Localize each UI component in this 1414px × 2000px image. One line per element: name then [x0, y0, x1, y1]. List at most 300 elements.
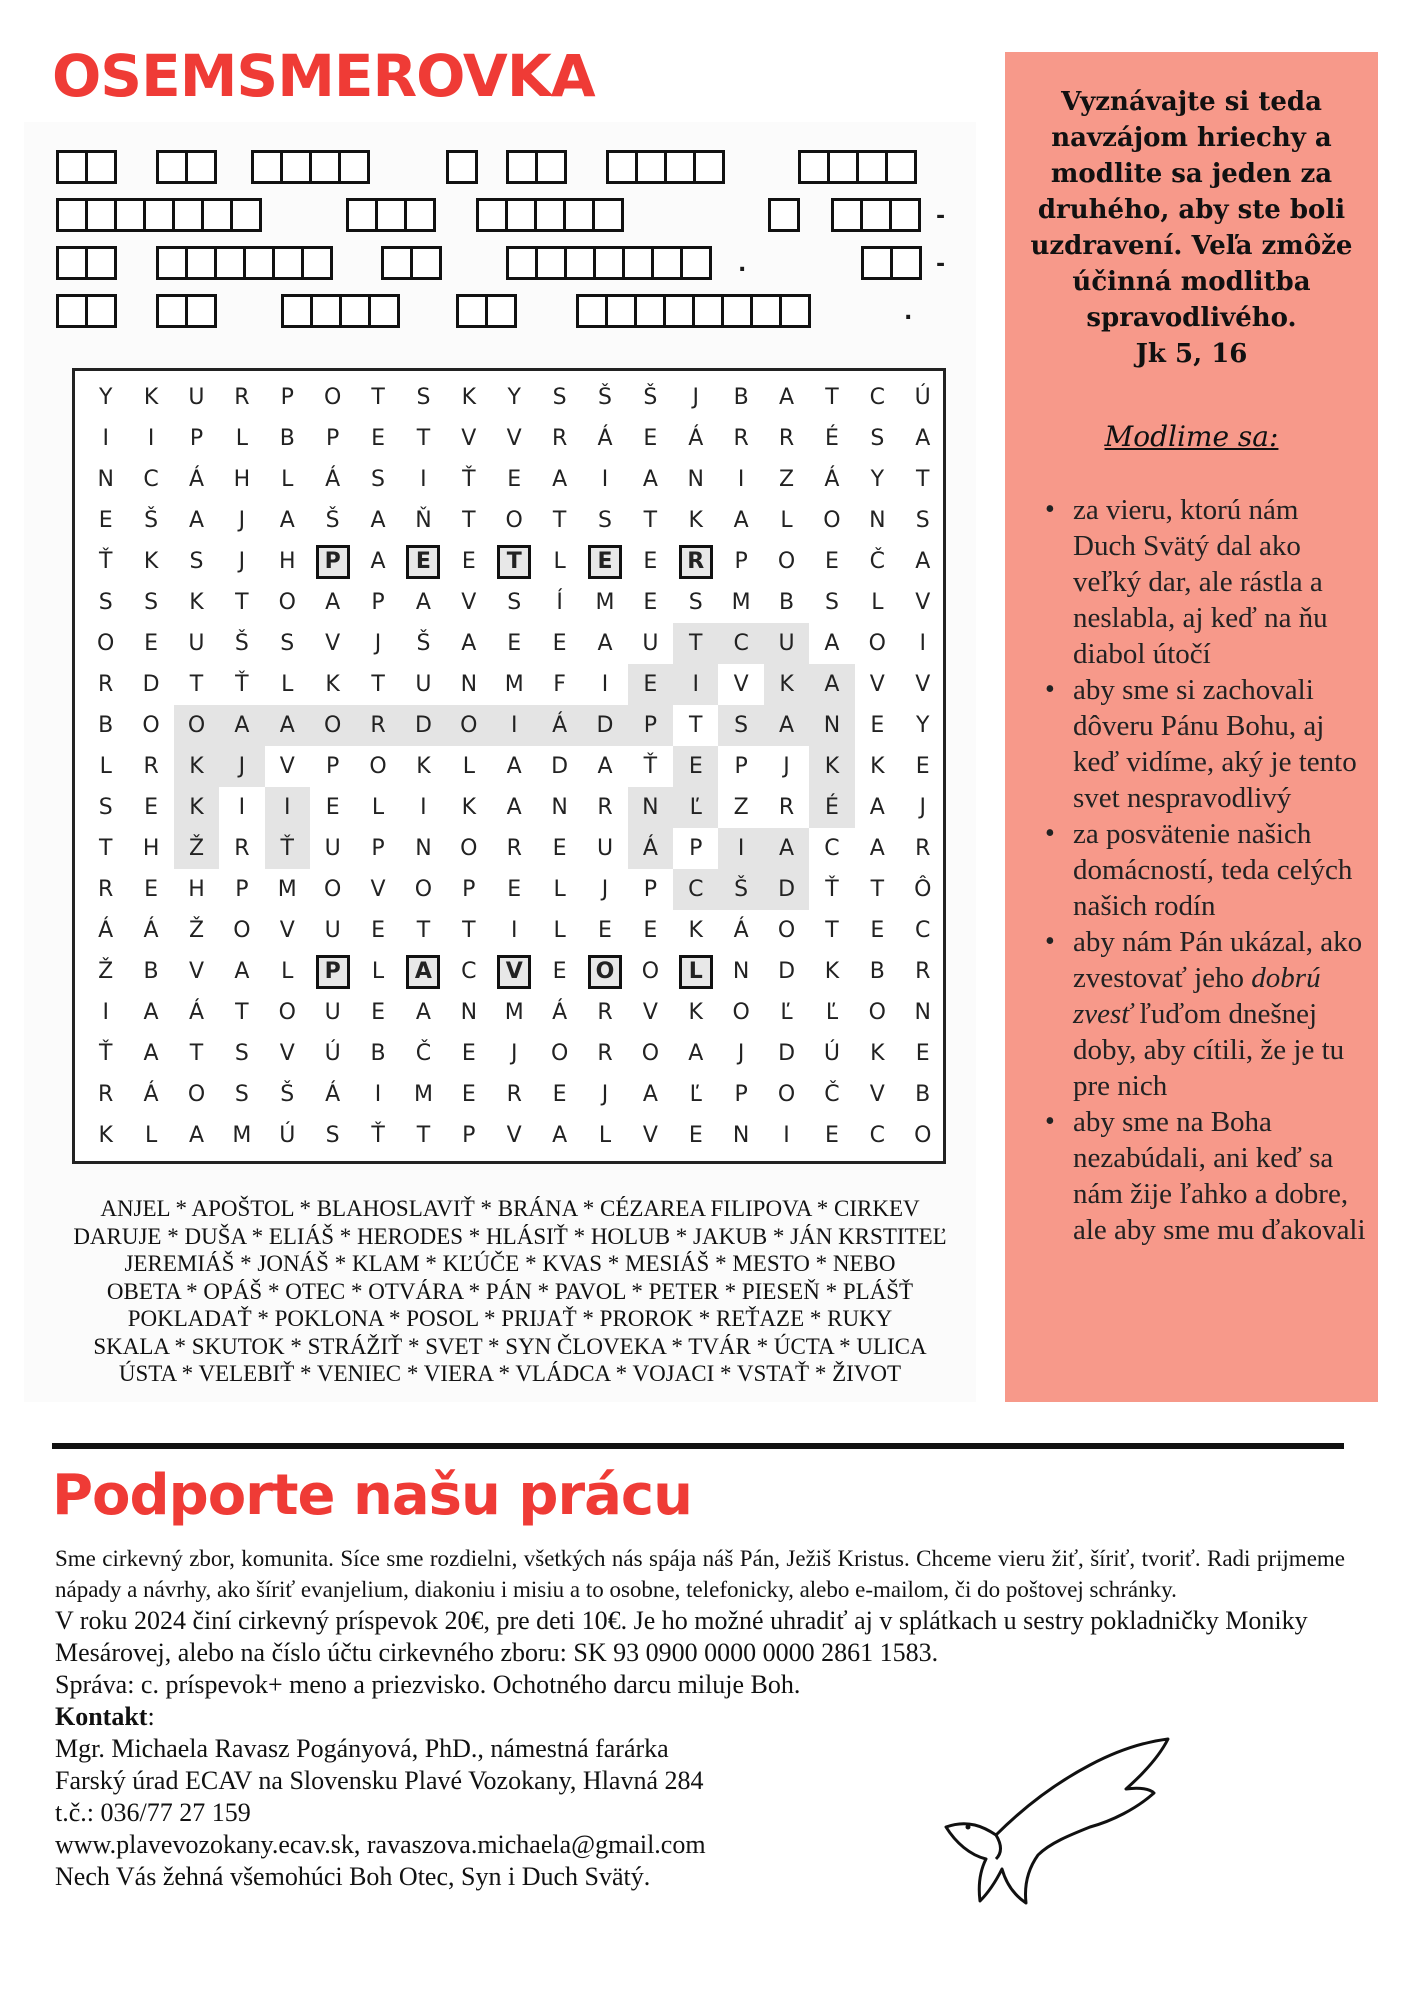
- grid-letter[interactable]: A: [415, 1000, 431, 1025]
- answer-cell[interactable]: [860, 198, 892, 232]
- grid-letter[interactable]: É: [824, 426, 839, 451]
- grid-letter[interactable]: R: [234, 836, 250, 861]
- grid-letter[interactable]: R: [506, 1082, 522, 1107]
- grid-letter[interactable]: O: [582, 951, 627, 992]
- grid-letter[interactable]: Á: [552, 1000, 568, 1025]
- grid-letter[interactable]: Č: [415, 1041, 432, 1066]
- grid-letter[interactable]: D: [582, 705, 627, 746]
- grid-letter[interactable]: Ú: [823, 1041, 840, 1066]
- grid-letter[interactable]: D: [764, 869, 809, 910]
- grid-letter[interactable]: Ť: [643, 754, 658, 779]
- grid-letter[interactable]: K: [416, 754, 431, 779]
- grid-letter[interactable]: U: [324, 918, 341, 943]
- grid-letter[interactable]: R: [597, 1041, 613, 1066]
- grid-letter[interactable]: S: [144, 590, 159, 615]
- grid-letter[interactable]: Á: [733, 918, 749, 943]
- grid-letter[interactable]: Š: [234, 631, 249, 656]
- grid-letter[interactable]: B: [98, 713, 114, 738]
- grid-letter[interactable]: N: [551, 795, 568, 820]
- grid-letter[interactable]: K: [174, 746, 219, 787]
- grid-letter[interactable]: F: [553, 672, 566, 697]
- answer-cell[interactable]: [56, 294, 88, 328]
- grid-letter[interactable]: K: [764, 664, 809, 705]
- answer-cell[interactable]: [692, 294, 724, 328]
- answer-cell[interactable]: [114, 198, 146, 232]
- grid-letter[interactable]: L: [371, 795, 385, 820]
- grid-letter[interactable]: E: [870, 713, 885, 738]
- grid-letter[interactable]: P: [689, 836, 703, 861]
- grid-letter[interactable]: S: [325, 1123, 340, 1148]
- grid-letter[interactable]: Ô: [914, 877, 932, 902]
- grid-letter[interactable]: J: [919, 795, 926, 820]
- grid-letter[interactable]: M: [277, 877, 297, 902]
- grid-letter[interactable]: Á: [628, 828, 673, 869]
- grid-letter[interactable]: U: [324, 1000, 341, 1025]
- answer-cell[interactable]: [156, 150, 188, 184]
- answer-cell[interactable]: [410, 246, 442, 280]
- grid-letter[interactable]: Š: [598, 385, 612, 410]
- grid-letter[interactable]: T: [98, 836, 113, 861]
- grid-letter[interactable]: A: [915, 426, 931, 451]
- grid-letter[interactable]: T: [416, 426, 431, 451]
- grid-letter[interactable]: M: [595, 590, 615, 615]
- answer-cell[interactable]: [506, 246, 538, 280]
- grid-letter[interactable]: S: [371, 467, 386, 492]
- grid-letter[interactable]: S: [718, 705, 763, 746]
- grid-letter[interactable]: O: [233, 918, 251, 943]
- grid-letter[interactable]: T: [462, 508, 476, 533]
- grid-letter[interactable]: S: [234, 1082, 249, 1107]
- grid-letter[interactable]: E: [688, 1123, 703, 1148]
- grid-letter[interactable]: C: [869, 385, 886, 410]
- answer-cell[interactable]: [693, 150, 725, 184]
- grid-letter[interactable]: R: [915, 836, 931, 861]
- answer-cell[interactable]: [156, 246, 188, 280]
- grid-letter[interactable]: R: [355, 705, 400, 746]
- grid-letter[interactable]: V: [188, 959, 204, 984]
- grid-letter[interactable]: E: [371, 918, 385, 943]
- grid-letter[interactable]: E: [507, 467, 522, 492]
- grid-letter[interactable]: N: [732, 959, 750, 984]
- answer-cell[interactable]: [85, 198, 117, 232]
- answer-cell[interactable]: [664, 150, 696, 184]
- grid-letter[interactable]: K: [824, 959, 840, 984]
- grid-letter[interactable]: P: [189, 426, 204, 451]
- grid-letter[interactable]: E: [461, 1041, 476, 1066]
- grid-letter[interactable]: V: [915, 590, 931, 615]
- grid-letter[interactable]: H: [188, 877, 205, 902]
- grid-letter[interactable]: E: [507, 877, 522, 902]
- grid-letter[interactable]: Y: [916, 713, 930, 738]
- grid-letter[interactable]: Č: [869, 549, 886, 574]
- grid-letter[interactable]: S: [98, 590, 113, 615]
- grid-letter[interactable]: E: [401, 541, 446, 582]
- answer-cell[interactable]: [185, 246, 217, 280]
- grid-letter[interactable]: O: [505, 508, 523, 533]
- grid-letter[interactable]: R: [551, 426, 568, 451]
- answer-cell[interactable]: [272, 246, 304, 280]
- answer-cell[interactable]: [85, 294, 117, 328]
- grid-letter[interactable]: Á: [537, 705, 582, 746]
- answer-cell[interactable]: [634, 294, 666, 328]
- grid-letter[interactable]: S: [915, 508, 930, 533]
- grid-letter[interactable]: E: [628, 664, 673, 705]
- grid-letter[interactable]: I: [265, 787, 310, 828]
- answer-cell[interactable]: [172, 198, 204, 232]
- grid-letter[interactable]: I: [102, 426, 109, 451]
- grid-letter[interactable]: K: [189, 590, 204, 615]
- grid-letter[interactable]: B: [779, 590, 795, 615]
- grid-letter[interactable]: T: [643, 508, 658, 533]
- grid-letter[interactable]: L: [144, 1123, 158, 1148]
- grid-letter[interactable]: Š: [416, 631, 431, 656]
- grid-letter[interactable]: L: [281, 672, 294, 697]
- grid-letter[interactable]: K: [870, 1041, 885, 1066]
- grid-letter[interactable]: A: [764, 828, 809, 869]
- grid-letter[interactable]: Ú: [279, 1123, 296, 1148]
- grid-letter[interactable]: N: [687, 467, 704, 492]
- grid-letter[interactable]: R: [506, 836, 522, 861]
- grid-letter[interactable]: O: [414, 877, 433, 902]
- grid-letter[interactable]: O: [446, 705, 491, 746]
- grid-letter[interactable]: T: [235, 1000, 249, 1025]
- grid-letter[interactable]: A: [325, 590, 341, 615]
- grid-letter[interactable]: D: [142, 672, 160, 697]
- grid-letter[interactable]: J: [737, 1041, 745, 1066]
- grid-letter[interactable]: E: [461, 549, 476, 574]
- grid-letter[interactable]: O: [777, 1082, 796, 1107]
- grid-letter[interactable]: B: [869, 959, 885, 984]
- grid-letter[interactable]: N: [97, 467, 114, 492]
- grid-letter[interactable]: A: [688, 1041, 704, 1066]
- answer-cell[interactable]: [564, 246, 596, 280]
- grid-letter[interactable]: E: [643, 918, 658, 943]
- answer-cell[interactable]: [476, 198, 508, 232]
- grid-letter[interactable]: V: [370, 877, 386, 902]
- grid-letter[interactable]: T: [235, 590, 249, 615]
- grid-letter[interactable]: A: [461, 631, 477, 656]
- answer-cell[interactable]: [856, 150, 888, 184]
- answer-cell[interactable]: [301, 246, 333, 280]
- grid-letter[interactable]: S: [189, 549, 204, 574]
- answer-cell[interactable]: [185, 150, 217, 184]
- grid-letter[interactable]: T: [689, 713, 703, 738]
- grid-letter[interactable]: K: [143, 549, 159, 574]
- grid-letter[interactable]: T: [552, 508, 567, 533]
- grid-letter[interactable]: Á: [688, 426, 704, 451]
- answer-cell[interactable]: [56, 198, 88, 232]
- grid-letter[interactable]: A: [733, 508, 749, 533]
- grid-letter[interactable]: A: [597, 631, 613, 656]
- grid-letter[interactable]: R: [733, 426, 749, 451]
- grid-letter[interactable]: O: [641, 1041, 660, 1066]
- grid-letter[interactable]: T: [916, 467, 930, 492]
- grid-letter[interactable]: E: [552, 631, 567, 656]
- grid-letter[interactable]: Á: [143, 918, 159, 943]
- grid-letter[interactable]: Á: [325, 1082, 341, 1107]
- grid-letter[interactable]: Ž: [98, 959, 114, 984]
- grid-letter[interactable]: V: [279, 754, 295, 779]
- grid-letter[interactable]: I: [601, 672, 609, 697]
- answer-cell[interactable]: [56, 246, 88, 280]
- answer-cell[interactable]: [635, 150, 667, 184]
- grid-letter[interactable]: K: [688, 918, 703, 943]
- grid-letter[interactable]: S: [234, 1041, 249, 1066]
- grid-letter[interactable]: I: [420, 795, 427, 820]
- answer-cell[interactable]: [505, 198, 537, 232]
- answer-cell[interactable]: [309, 150, 341, 184]
- grid-letter[interactable]: V: [461, 426, 477, 451]
- grid-letter[interactable]: O: [310, 705, 355, 746]
- grid-letter[interactable]: M: [413, 1082, 433, 1107]
- grid-letter[interactable]: E: [371, 426, 385, 451]
- answer-cell[interactable]: [721, 294, 753, 328]
- grid-letter[interactable]: J: [783, 754, 790, 779]
- grid-letter[interactable]: R: [98, 1082, 114, 1107]
- grid-letter[interactable]: D: [778, 1041, 796, 1066]
- answer-cell[interactable]: [404, 198, 436, 232]
- grid-letter[interactable]: J: [510, 1041, 518, 1066]
- grid-letter[interactable]: E: [643, 549, 658, 574]
- grid-letter[interactable]: R: [778, 795, 795, 820]
- grid-letter[interactable]: L: [235, 426, 248, 451]
- grid-letter[interactable]: P: [371, 590, 385, 615]
- grid-letter[interactable]: P: [734, 1082, 748, 1107]
- answer-cell[interactable]: [606, 150, 638, 184]
- grid-letter[interactable]: K: [688, 1000, 703, 1025]
- grid-letter[interactable]: E: [552, 836, 567, 861]
- grid-letter[interactable]: K: [688, 508, 703, 533]
- grid-letter[interactable]: O: [174, 705, 219, 746]
- grid-letter[interactable]: K: [325, 672, 340, 697]
- grid-letter[interactable]: C: [915, 918, 931, 943]
- grid-letter[interactable]: A: [552, 467, 568, 492]
- grid-letter[interactable]: N: [809, 705, 854, 746]
- grid-letter[interactable]: Á: [98, 918, 114, 943]
- grid-letter[interactable]: C: [461, 959, 477, 984]
- grid-letter[interactable]: Ú: [324, 1041, 341, 1066]
- grid-letter[interactable]: Š: [280, 1082, 295, 1107]
- grid-letter[interactable]: Á: [597, 426, 613, 451]
- grid-letter[interactable]: I: [601, 467, 609, 492]
- grid-letter[interactable]: P: [462, 877, 476, 902]
- grid-letter[interactable]: Ľ: [780, 1000, 793, 1025]
- grid-letter[interactable]: V: [869, 672, 885, 697]
- grid-letter[interactable]: E: [582, 541, 627, 582]
- grid-letter[interactable]: R: [98, 672, 114, 697]
- grid-letter[interactable]: B: [143, 959, 159, 984]
- answer-cell[interactable]: [593, 246, 625, 280]
- grid-letter[interactable]: A: [764, 705, 809, 746]
- answer-cell[interactable]: [534, 198, 566, 232]
- grid-letter[interactable]: L: [99, 754, 112, 779]
- grid-letter[interactable]: A: [506, 795, 522, 820]
- grid-letter[interactable]: M: [504, 1000, 524, 1025]
- grid-letter[interactable]: S: [280, 631, 295, 656]
- grid-letter[interactable]: S: [416, 385, 431, 410]
- grid-letter[interactable]: A: [219, 705, 264, 746]
- grid-letter[interactable]: A: [265, 705, 310, 746]
- grid-letter[interactable]: N: [415, 836, 432, 861]
- grid-letter[interactable]: A: [415, 590, 431, 615]
- answer-cell[interactable]: [506, 150, 538, 184]
- grid-letter[interactable]: U: [764, 623, 809, 664]
- grid-letter[interactable]: E: [643, 426, 658, 451]
- grid-letter[interactable]: Z: [733, 795, 749, 820]
- grid-letter[interactable]: T: [416, 918, 431, 943]
- grid-letter[interactable]: O: [641, 959, 660, 984]
- grid-letter[interactable]: L: [371, 959, 385, 984]
- answer-cell[interactable]: [779, 294, 811, 328]
- grid-letter[interactable]: N: [460, 1000, 478, 1025]
- grid-letter[interactable]: T: [371, 385, 385, 410]
- grid-letter[interactable]: Ľ: [825, 1000, 839, 1025]
- grid-letter[interactable]: E: [643, 590, 658, 615]
- grid-letter[interactable]: A: [552, 1123, 568, 1148]
- grid-letter[interactable]: P: [734, 549, 748, 574]
- grid-letter[interactable]: T: [189, 1041, 204, 1066]
- grid-letter[interactable]: Ť: [98, 549, 113, 574]
- grid-letter[interactable]: A: [809, 664, 854, 705]
- grid-letter[interactable]: Á: [325, 467, 341, 492]
- grid-letter[interactable]: V: [506, 426, 522, 451]
- grid-letter[interactable]: E: [144, 877, 159, 902]
- grid-letter[interactable]: N: [869, 508, 886, 533]
- grid-letter[interactable]: I: [673, 664, 718, 705]
- answer-cell[interactable]: [201, 198, 233, 232]
- grid-letter[interactable]: Z: [779, 467, 795, 492]
- grid-letter[interactable]: A: [401, 951, 446, 992]
- grid-letter[interactable]: N: [460, 672, 478, 697]
- grid-letter[interactable]: Č: [824, 1082, 840, 1107]
- grid-letter[interactable]: K: [870, 754, 885, 779]
- answer-cell[interactable]: [622, 246, 654, 280]
- answer-cell[interactable]: [85, 150, 117, 184]
- grid-letter[interactable]: C: [824, 836, 840, 861]
- grid-letter[interactable]: I: [718, 828, 763, 869]
- grid-letter[interactable]: S: [552, 385, 567, 410]
- grid-letter[interactable]: V: [279, 1041, 295, 1066]
- grid-letter[interactable]: E: [824, 1123, 839, 1148]
- grid-letter[interactable]: P: [310, 951, 355, 992]
- grid-letter[interactable]: Á: [188, 1000, 204, 1025]
- grid-letter[interactable]: D: [401, 705, 446, 746]
- grid-letter[interactable]: V: [733, 672, 749, 697]
- grid-letter[interactable]: Y: [507, 385, 521, 410]
- grid-letter[interactable]: K: [143, 385, 159, 410]
- grid-letter[interactable]: A: [234, 959, 250, 984]
- grid-letter[interactable]: Y: [98, 385, 113, 410]
- grid-letter[interactable]: A: [869, 836, 885, 861]
- grid-letter[interactable]: Ú: [914, 385, 931, 410]
- grid-letter[interactable]: A: [143, 1000, 159, 1025]
- grid-letter[interactable]: O: [97, 631, 115, 656]
- grid-letter[interactable]: Ľ: [673, 787, 718, 828]
- grid-letter[interactable]: J: [238, 549, 246, 574]
- grid-letter[interactable]: L: [281, 959, 294, 984]
- grid-letter[interactable]: E: [824, 549, 839, 574]
- grid-letter[interactable]: T: [189, 672, 204, 697]
- grid-letter[interactable]: N: [732, 1123, 750, 1148]
- grid-letter[interactable]: O: [823, 508, 841, 533]
- grid-letter[interactable]: P: [280, 385, 294, 410]
- grid-letter[interactable]: V: [642, 1000, 658, 1025]
- grid-letter[interactable]: E: [870, 918, 885, 943]
- grid-letter[interactable]: O: [550, 1041, 569, 1066]
- grid-letter[interactable]: T: [673, 623, 718, 664]
- grid-letter[interactable]: V: [869, 1082, 885, 1107]
- answer-cell[interactable]: [446, 150, 478, 184]
- grid-letter[interactable]: K: [98, 1123, 113, 1148]
- grid-letter[interactable]: O: [323, 385, 342, 410]
- answer-cell[interactable]: [243, 246, 275, 280]
- grid-letter[interactable]: S: [688, 590, 703, 615]
- grid-letter[interactable]: Y: [870, 467, 885, 492]
- grid-letter[interactable]: T: [416, 1123, 431, 1148]
- grid-letter[interactable]: E: [915, 754, 930, 779]
- grid-letter[interactable]: R: [98, 877, 114, 902]
- grid-letter[interactable]: V: [325, 631, 341, 656]
- grid-letter[interactable]: E: [98, 508, 113, 533]
- grid-letter[interactable]: O: [187, 1082, 206, 1107]
- grid-letter[interactable]: Ť: [265, 828, 310, 869]
- answer-cell[interactable]: [375, 198, 407, 232]
- grid-letter[interactable]: O: [777, 549, 796, 574]
- answer-cell[interactable]: [338, 150, 370, 184]
- grid-letter[interactable]: E: [144, 631, 159, 656]
- answer-cell[interactable]: [280, 150, 312, 184]
- grid-letter[interactable]: P: [326, 426, 340, 451]
- grid-letter[interactable]: E: [325, 795, 340, 820]
- grid-letter[interactable]: V: [506, 1123, 522, 1148]
- grid-letter[interactable]: U: [642, 631, 659, 656]
- grid-letter[interactable]: T: [462, 918, 476, 943]
- grid-letter[interactable]: Š: [718, 869, 763, 910]
- grid-letter[interactable]: I: [102, 1000, 109, 1025]
- grid-letter[interactable]: L: [553, 918, 566, 943]
- answer-cell[interactable]: [768, 198, 800, 232]
- grid-letter[interactable]: O: [278, 1000, 296, 1025]
- grid-letter[interactable]: J: [601, 877, 609, 902]
- grid-letter[interactable]: P: [326, 754, 340, 779]
- grid-letter[interactable]: O: [460, 836, 478, 861]
- grid-letter[interactable]: E: [371, 1000, 385, 1025]
- grid-letter[interactable]: Ť: [371, 1123, 385, 1148]
- grid-letter[interactable]: L: [598, 1123, 612, 1148]
- grid-letter[interactable]: R: [143, 754, 159, 779]
- grid-letter[interactable]: H: [233, 467, 251, 492]
- grid-letter[interactable]: L: [871, 590, 884, 615]
- grid-letter[interactable]: T: [825, 918, 839, 943]
- grid-letter[interactable]: U: [415, 672, 432, 697]
- grid-letter[interactable]: A: [642, 1082, 658, 1107]
- answer-cell[interactable]: [889, 198, 921, 232]
- grid-letter[interactable]: H: [278, 549, 296, 574]
- grid-letter[interactable]: N: [914, 1000, 931, 1025]
- grid-letter[interactable]: I: [147, 426, 155, 451]
- grid-letter[interactable]: C: [869, 1123, 886, 1148]
- answer-cell[interactable]: [281, 294, 313, 328]
- grid-letter[interactable]: E: [552, 1082, 567, 1107]
- grid-letter[interactable]: Í: [556, 590, 563, 615]
- grid-letter[interactable]: R: [597, 795, 613, 820]
- grid-letter[interactable]: M: [731, 590, 751, 615]
- answer-cell[interactable]: [592, 198, 624, 232]
- grid-letter[interactable]: A: [188, 508, 204, 533]
- grid-letter[interactable]: R: [915, 959, 931, 984]
- grid-letter[interactable]: U: [596, 836, 614, 861]
- grid-letter[interactable]: K: [461, 795, 477, 820]
